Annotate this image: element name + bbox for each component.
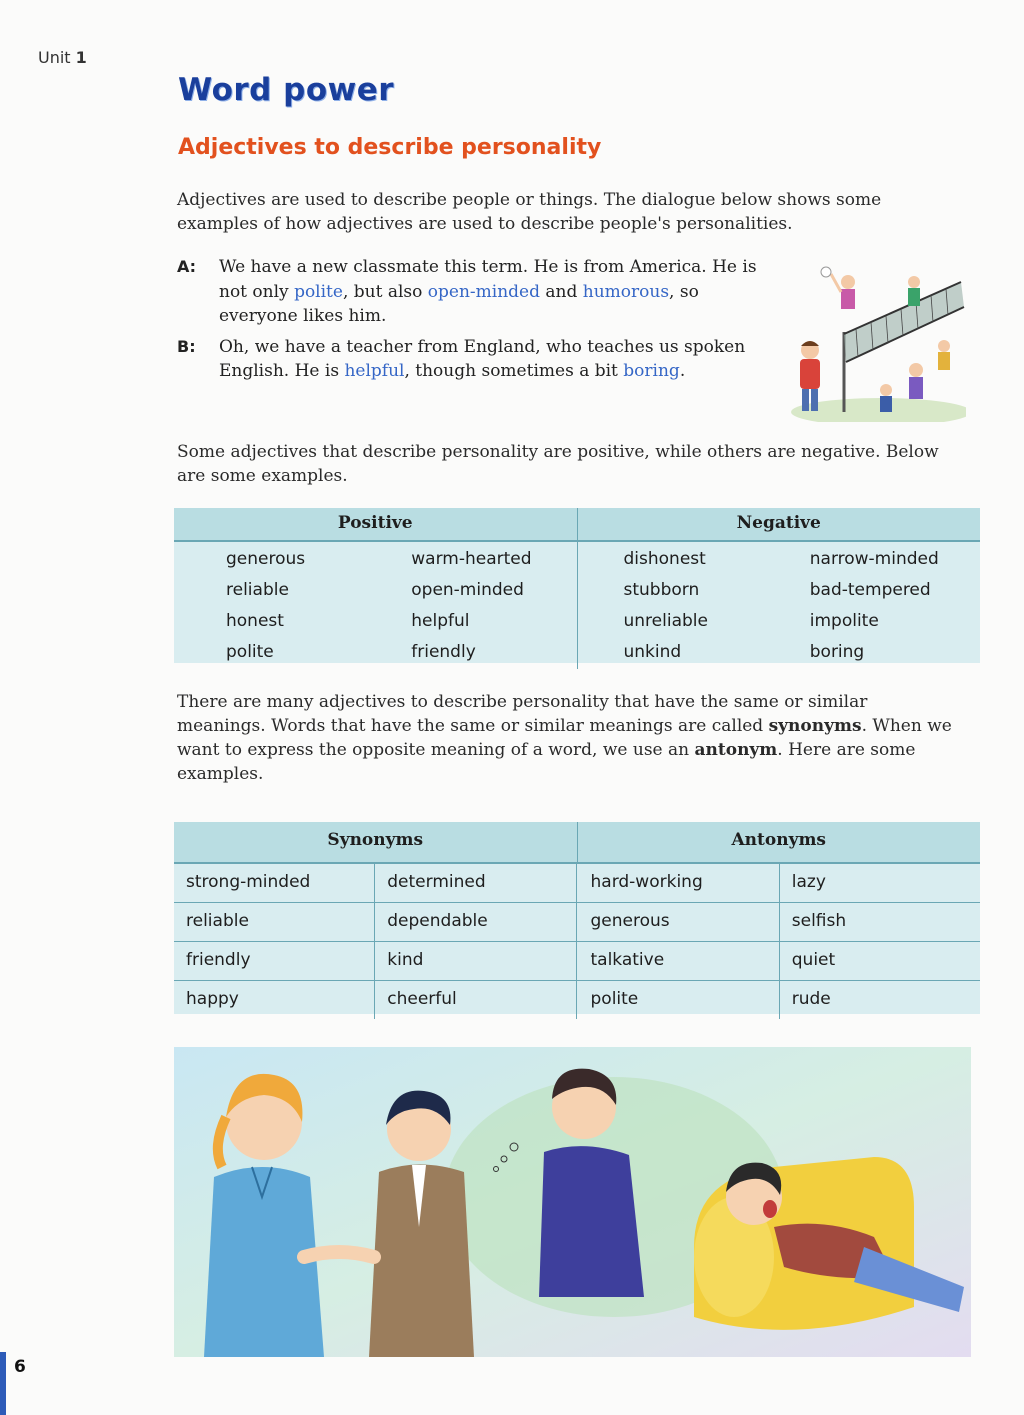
table-cell: warm-hearted	[411, 549, 532, 569]
section-subtitle: Adjectives to describe personality	[178, 135, 602, 160]
positive-section	[174, 542, 578, 669]
page-edge-bar	[0, 1352, 6, 1415]
dialogue	[177, 255, 757, 390]
speaker-a: A:	[177, 257, 197, 276]
table-cell: honest	[226, 611, 284, 631]
table-cell: narrow-minded	[809, 549, 939, 569]
table-cell: happy	[174, 981, 375, 1019]
table-cell: bad-tempered	[809, 580, 931, 600]
table-header	[174, 822, 980, 864]
positive-header: Positive	[174, 508, 578, 540]
dialogue-line-b	[177, 335, 757, 384]
page-title: Word power	[178, 72, 395, 108]
dialogue-text-a: We have a new classmate this term. He is from America. He is not only polite, but also open-minded and humorous, so everyone likes him.	[219, 257, 757, 326]
table-cell: unreliable	[623, 611, 708, 631]
table-cell: generous	[226, 549, 306, 569]
keyword: polite	[294, 281, 343, 302]
table-cell: determined	[375, 864, 576, 902]
negative-section	[578, 542, 981, 669]
table-cell: boring	[809, 642, 865, 662]
table-cell: kind	[375, 942, 576, 980]
table-cell: dishonest	[623, 549, 706, 569]
table-cell: unkind	[623, 642, 682, 662]
table-cell: lazy	[791, 872, 826, 892]
keyword: open-minded	[427, 281, 540, 302]
table-cell: friendly	[411, 642, 476, 662]
table-row	[174, 942, 980, 981]
table-cell: stubborn	[623, 580, 700, 600]
negative-header: Negative	[736, 513, 821, 533]
table-cell: generous	[577, 903, 780, 941]
table-cell: impolite	[809, 611, 879, 631]
positive-negative-table	[174, 508, 980, 663]
table-cell: rude	[791, 989, 831, 1009]
synonyms-antonyms-table	[174, 822, 980, 1014]
speaker-b: B:	[177, 336, 196, 356]
synonyms-header: Synonyms	[174, 822, 578, 862]
keyword: helpful	[344, 361, 405, 381]
table-cell: polite	[577, 981, 780, 1019]
table-cell: friendly	[174, 942, 375, 980]
table-cell: polite	[226, 642, 274, 662]
volleyball-illustration	[786, 262, 966, 422]
dialogue-line-a	[177, 255, 757, 329]
personality-cartoon-illustration	[174, 1047, 971, 1357]
dialogue-text-b: Oh, we have a teacher from England, who teaches us spoken English. He is helpful, though sometimes a bit boring.	[219, 336, 746, 381]
table-cell: talkative	[577, 942, 780, 980]
table-row	[174, 981, 980, 1019]
intro-paragraph: Adjectives are used to describe people or things. The dialogue below shows some examples of how adjectives are used to describe people's personalities.	[177, 190, 882, 234]
table-cell: hard-working	[577, 864, 780, 902]
table-cell: reliable	[226, 580, 289, 600]
keyword: humorous	[582, 281, 670, 302]
keyword: boring	[623, 361, 680, 381]
table-cell: cheerful	[375, 981, 576, 1019]
antonyms-header: Antonyms	[731, 830, 827, 850]
table-cell: helpful	[411, 611, 470, 631]
unit-label: Unit 1	[38, 48, 87, 67]
synonyms-paragraph: There are many adjectives to describe personality that have the same or similar meanings. Words that have the same or similar meanings are called synonyms. When we want to express the opposite meaning of a word, we use an antonym. Here are some examples.	[177, 692, 952, 784]
table-cell: dependable	[375, 903, 576, 941]
table-cell: quiet	[791, 950, 836, 970]
table-cell: reliable	[174, 903, 375, 941]
table-row	[174, 864, 980, 903]
table-header	[174, 508, 980, 542]
table-cell: selfish	[791, 911, 847, 931]
table-cell: strong-minded	[174, 864, 375, 902]
page-number: 6	[14, 1357, 26, 1377]
table-cell: open-minded	[411, 580, 524, 600]
table-row	[174, 903, 980, 942]
positive-negative-paragraph: Some adjectives that describe personality are positive, while others are negative. Below are some examples.	[177, 442, 939, 486]
